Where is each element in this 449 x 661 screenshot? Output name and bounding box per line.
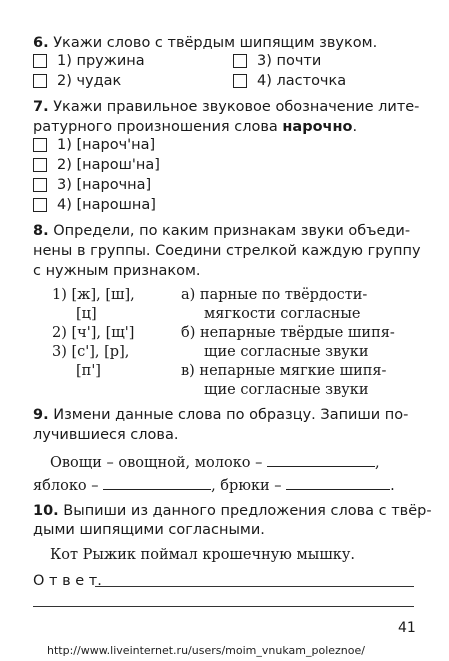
- checkbox[interactable]: [33, 74, 47, 88]
- q7-option-4[interactable]: [33, 195, 156, 215]
- q6-option-2[interactable]: [33, 71, 121, 91]
- q10-sentence: Кот Рыжик поймал крошечную мышку.: [50, 547, 356, 563]
- q7-text-suffix: .: [352, 119, 358, 135]
- q9-example-line1: [50, 452, 380, 473]
- option-label: 4) [нарошна]: [57, 197, 156, 213]
- q9-example-text: Овощи – овощной, молоко –: [50, 455, 263, 471]
- q10-prompt-line2: дыми шипящими согласными.: [33, 522, 265, 538]
- q8-prompt-line3: с нужным признаком.: [33, 263, 201, 279]
- q6-option-3[interactable]: [233, 51, 321, 71]
- q9-word-apple: яблоко –: [33, 478, 99, 494]
- answer-blank[interactable]: [103, 475, 211, 490]
- q6-text: Укажи слово с твёрдым шипящим звуком.: [53, 35, 378, 51]
- q6-option-4[interactable]: [233, 71, 346, 91]
- q7-option-1[interactable]: [33, 135, 155, 155]
- option-label: 3) почти: [257, 53, 322, 69]
- checkbox[interactable]: [33, 158, 47, 172]
- q7-option-2[interactable]: [33, 155, 160, 175]
- q9-number: 9.: [33, 407, 49, 423]
- answer-line-1[interactable]: [95, 586, 414, 587]
- checkbox[interactable]: [33, 198, 47, 212]
- q8-prompt-line2: нены в группы. Соедини стрелкой каждую группу: [33, 243, 421, 259]
- q8-group-2[interactable]: 2) [ч'], [щ']: [52, 325, 135, 341]
- answer-label: О т в е т.: [33, 573, 102, 589]
- q7-prompt-line2: [33, 117, 357, 137]
- option-label: 2) чудак: [57, 73, 122, 89]
- option-label: 1) пружина: [57, 53, 145, 69]
- q7-option-3[interactable]: [33, 175, 151, 195]
- q9-text: Измени данные слова по образцу. Запиши по-: [53, 407, 409, 423]
- q8-group-1-cont: [ц]: [76, 306, 97, 322]
- q8-feature-a[interactable]: а) парные по твёрдости-: [181, 287, 368, 303]
- q9-example-line2: [33, 475, 395, 496]
- q8-text: Определи, по каким признакам звуки объеди-: [53, 223, 411, 239]
- option-label: 2) [нарош'на]: [57, 157, 160, 173]
- q8-group-3-cont: [п']: [76, 363, 101, 379]
- checkbox[interactable]: [233, 54, 247, 68]
- q8-feature-b[interactable]: б) непарные твёрдые шипя-: [181, 325, 395, 341]
- q8-feature-c[interactable]: в) непарные мягкие шипя-: [181, 363, 387, 379]
- q6-option-1[interactable]: [33, 51, 145, 71]
- q6-number: 6.: [33, 35, 49, 51]
- page-number: 41: [398, 620, 416, 636]
- answer-blank[interactable]: [267, 452, 375, 467]
- q10-number: 10.: [33, 503, 59, 519]
- q7-text: Укажи правильное звуковое обозначение лите-: [53, 99, 420, 115]
- checkbox[interactable]: [233, 74, 247, 88]
- option-label: 4) ласточка: [257, 73, 347, 89]
- q9-word-trousers: , брюки –: [211, 478, 282, 494]
- q8-feature-b-cont: щие согласные звуки: [204, 344, 369, 360]
- q8-group-3[interactable]: 3) [с'], [р],: [52, 344, 130, 360]
- answer-blank[interactable]: [286, 475, 390, 490]
- q8-group-1[interactable]: 1) [ж], [ш],: [52, 287, 135, 303]
- q10-text: Выпиши из данного предложения слова с твёр-: [63, 503, 432, 519]
- checkbox[interactable]: [33, 138, 47, 152]
- q9-prompt-line2: лучившиеся слова.: [33, 427, 179, 443]
- option-label: 1) [нароч'на]: [57, 137, 156, 153]
- punctuation: ,: [374, 455, 380, 471]
- checkbox[interactable]: [33, 178, 47, 192]
- q7-text-prefix: ратурного произношения слова: [33, 119, 283, 135]
- q8-feature-a-cont: мягкости согласные: [204, 306, 361, 322]
- punctuation: .: [390, 478, 395, 494]
- option-label: 3) [нарочна]: [57, 177, 152, 193]
- q7-number: 7.: [33, 99, 49, 115]
- q6-prompt: [33, 33, 377, 53]
- q8-feature-c-cont: щие согласные звуки: [204, 382, 369, 398]
- q7-target-word: нарочно: [282, 119, 353, 135]
- q9-prompt-line1: [33, 405, 408, 425]
- footer-url[interactable]: http://www.liveinternet.ru/users/moim_vnukam_poleznoe/: [47, 644, 365, 657]
- answer-line-2[interactable]: [33, 606, 414, 607]
- checkbox[interactable]: [33, 54, 47, 68]
- q10-prompt-line1: [33, 501, 432, 521]
- q7-prompt-line1: [33, 97, 419, 117]
- q8-prompt-line1: [33, 221, 410, 241]
- q8-number: 8.: [33, 223, 49, 239]
